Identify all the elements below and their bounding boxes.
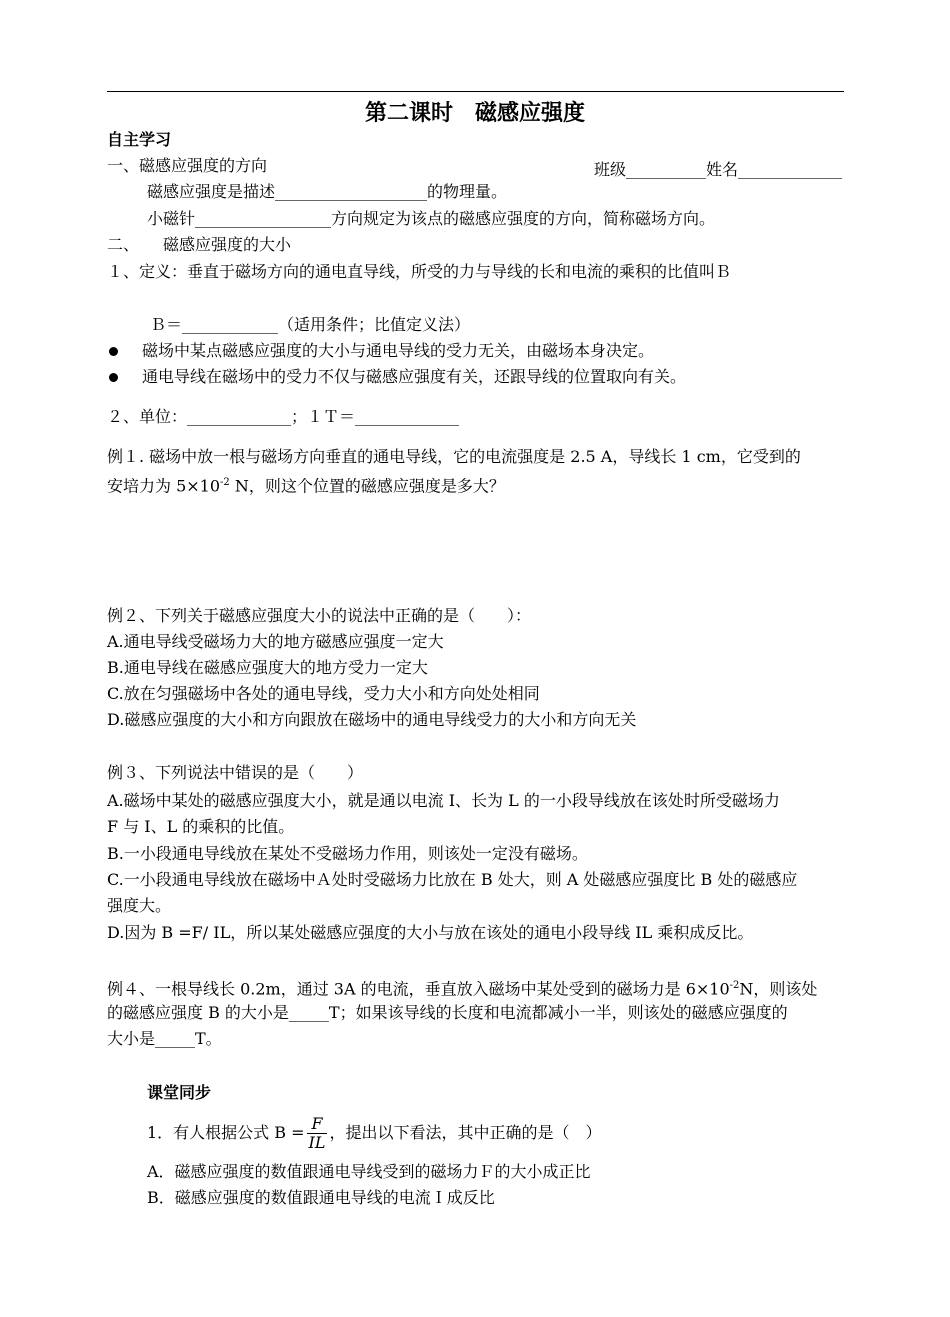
question-1-stem: 1．有人根据公式 B = $\frac{F}{IL}$ ，提出以下看法，其中正确的是（ ） — [147, 1114, 602, 1152]
paragraph-line: 磁感应强度是描述___________________的物理量。 — [147, 182, 508, 201]
definition-line: １、定义：垂直于磁场方向的通电直导线，所受的力与导线的长和电流的乘积的比值叫Ｂ — [107, 262, 732, 281]
example-2-option: A.通电导线受磁场力大的地方磁感应强度一定大 — [107, 632, 444, 651]
example-2-option: C.放在匀强磁场中各处的通电导线，受力大小和方向处处相同 — [107, 684, 540, 703]
example-2-option: D.磁感应强度的大小和方向跟放在磁场中的通电导线受力的大小和方向无关 — [107, 710, 637, 729]
part2-heading: 二、 磁感应强度的大小 — [107, 235, 292, 254]
example-3-option: D.因为 B =F/ IL，所以某处磁感应强度的大小与放在该处的通电小段导线 IL 乘积成反比。 — [107, 923, 754, 942]
formula-line: Ｂ＝____________（适用条件；比值定义法） — [150, 315, 471, 334]
section-self-study: 自主学习 — [107, 130, 172, 149]
unit-line: ２、单位：_____________；１Ｔ＝_____________ — [107, 407, 460, 426]
bullet-text: 磁场中某点磁感应强度的大小与通电导线的受力无关，由磁场本身决定。 — [142, 341, 655, 360]
example-1-line: 例１. 磁场中放一根与磁场方向垂直的通电导线，它的电流强度是 2.5 A，导线长 1 cm，它受到的 — [107, 447, 801, 466]
example-3-option: C.一小段通电导线放在磁场中Ａ处时受磁场力比放在 B 处大，则 A 处磁感应强度比 B 处的磁感应 — [107, 870, 798, 889]
example-4-line: 的磁感应强度 B 的大小是_____T；如果该导线的长度和电流都减小一半，则该处的磁感应强度的 — [107, 1003, 788, 1022]
example-4-line: 例４、一根导线长 0.2m，通过 3A 的电流，垂直放入磁场中某处受到的磁场力是 $6\times 10^{-2}N$，则该处 — [107, 979, 818, 999]
example-2-stem: 例２、下列关于磁感应强度大小的说法中正确的是（ ）： — [107, 606, 532, 625]
example-3-option: A.磁场中某处的磁感应强度大小，就是通以电流 I、长为 L 的一小段导线放在该处时所受磁场力 — [107, 791, 780, 810]
formula-fraction: $\frac{F}{IL}$ — [308, 1114, 326, 1152]
page-title: 第二课时 磁感应强度 — [364, 101, 585, 126]
example-3-option: 强度大。 — [107, 896, 172, 915]
class-name-line: 班级__________姓名_____________ — [594, 160, 843, 179]
example-4-line: 大小是_____T。 — [107, 1029, 222, 1048]
bullet-icon — [109, 373, 118, 382]
example-3-stem: 例３、下列说法中错误的是（ ） — [107, 763, 364, 782]
example-3-option: F 与 I、L 的乘积的比值。 — [107, 817, 295, 836]
question-1-option: A．磁感应强度的数值跟通电导线受到的磁场力Ｆ的大小成正比 — [147, 1162, 591, 1181]
header-rule — [107, 91, 844, 92]
question-1-option: B．磁感应强度的数值跟通电导线的电流Ｉ成反比 — [147, 1188, 495, 1207]
paragraph-line: 小磁针_________________方向规定为该点的磁感应强度的方向，简称磁场方向。 — [147, 209, 716, 228]
example-3-option: B.一小段通电导线放在某处不受磁场力作用，则该处一定没有磁场。 — [107, 844, 588, 863]
example-2-option: B.通电导线在磁感应强度大的地方受力一定大 — [107, 658, 428, 677]
example-1-line: 安培力为 $5\times 10^{-2}$ N，则这个位置的磁感应强度是多大？ — [107, 476, 505, 496]
bullet-text: 通电导线在磁场中的受力不仅与磁感应强度有关，还跟导线的位置取向有关。 — [142, 367, 687, 386]
bullet-icon — [109, 347, 118, 356]
section-class-sync: 课堂同步 — [147, 1083, 212, 1102]
part1-heading: 一、磁感应强度的方向 — [107, 156, 268, 175]
